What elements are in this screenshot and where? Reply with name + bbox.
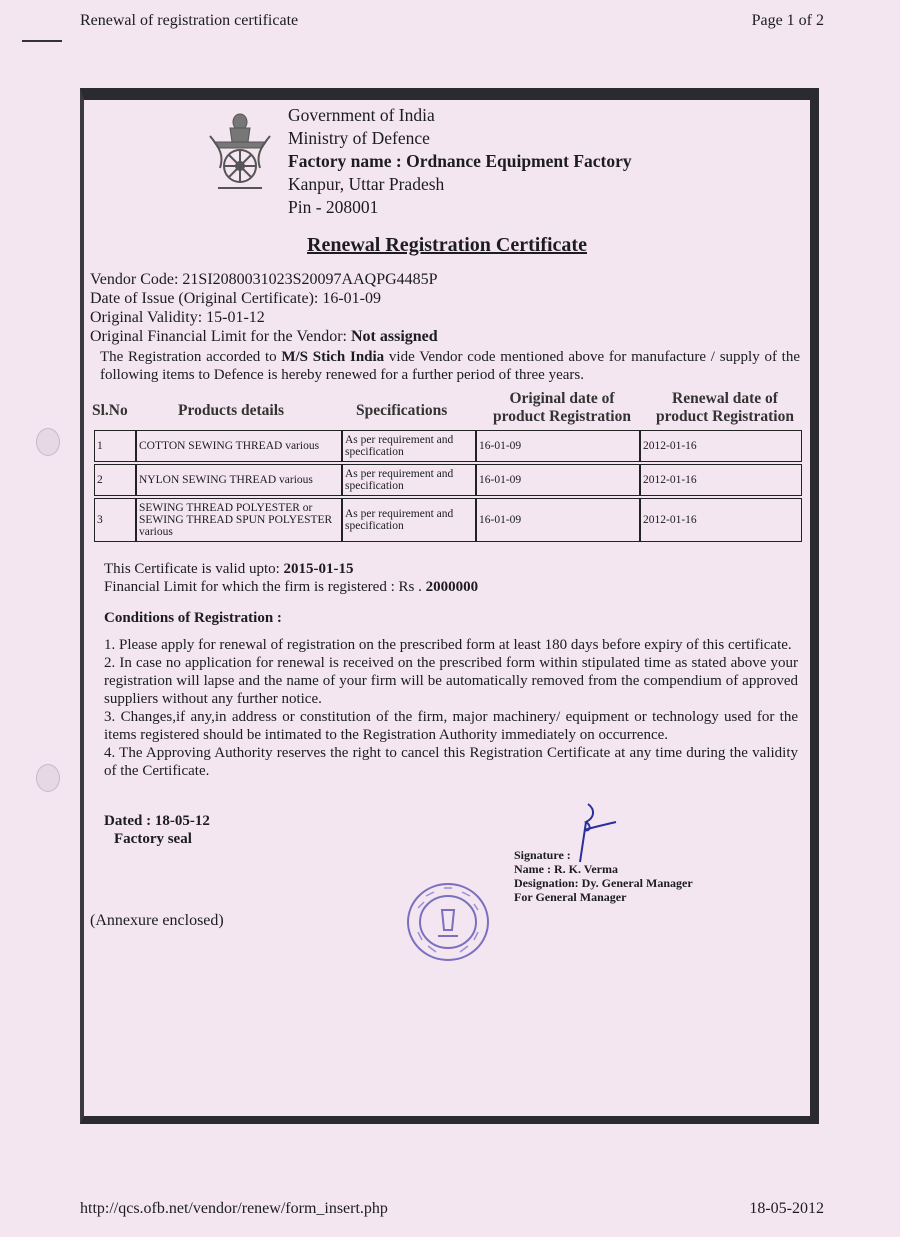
letterhead-line: Government of India (288, 105, 435, 125)
col-header-products: Products details (178, 402, 285, 419)
letterhead-line: Pin - 208001 (288, 197, 379, 217)
valid-upto-label: This Certificate is valid upto: (104, 561, 284, 577)
table-cell-renew-date: 2012-01-16 (640, 498, 802, 542)
table-cell-orig-date: 16-01-09 (476, 464, 640, 496)
table-cell-sl: 3 (94, 498, 136, 542)
table-cell-sl: 2 (94, 464, 136, 496)
condition-item: 3. Changes,if any,in address or constitution of the firm, major machinery/ equipment or technology used for the items registered should be intimated to the Registration Authority immediately on occurrence. (104, 709, 798, 743)
vendor-details (90, 270, 438, 346)
table-cell-product: NYLON SEWING THREAD various (136, 464, 342, 496)
letterhead-line: Ministry of Defence (288, 128, 430, 148)
col-header-line: product Registration (493, 408, 631, 425)
annexure-note: (Annexure enclosed) (90, 912, 224, 929)
col-header-line: product Registration (656, 408, 794, 425)
financial-limit-value: Not assigned (350, 328, 438, 345)
col-header-specs: Specifications (356, 402, 448, 419)
financial-limit-label: Original Financial Limit for the Vendor: (90, 328, 351, 345)
table-cell-product: SEWING THREAD POLYESTER or SEWING THREAD SPUN POLYESTER various (136, 498, 342, 542)
table-cell-spec: As per requirement and specification (342, 498, 476, 542)
table-cell-spec: As per requirement and specification (342, 464, 476, 496)
registered-limit-label: Financial Limit for which the firm is registered : Rs . (104, 579, 426, 595)
letterhead-line: Kanpur, Uttar Pradesh (288, 174, 445, 194)
valid-upto (104, 560, 478, 578)
conditions-list (104, 636, 798, 780)
col-header-line: Original date of (509, 390, 615, 407)
registered-limit-value: 2000000 (425, 579, 479, 595)
renewal-paragraph (100, 348, 800, 384)
table-cell-product: COTTON SEWING THREAD various (136, 430, 342, 462)
date-of-issue: Date of Issue (Original Certificate): 16-01-09 (90, 290, 382, 307)
table-cell-renew-date: 2012-01-16 (640, 464, 802, 496)
dated-date: Dated : 18-05-12 (104, 813, 210, 829)
certificate-frame (80, 88, 819, 1124)
para-text: vide Vendor code mentioned above for manufacture / supply of the following items to Defence is hereby renewed for a further period of three years. (100, 349, 800, 383)
scan-mark (22, 40, 62, 42)
registered-limit (104, 578, 478, 596)
table-cell-orig-date: 16-01-09 (476, 430, 640, 462)
signatory-designation: Designation: Dy. General Manager (514, 876, 693, 890)
condition-item: 2. In case no application for renewal is received on the prescribed form within stipulated time as stated above your registration will lapse and the name of your firm will be automatically removed from the compendium of approved suppliers without any further notice. (104, 655, 798, 707)
conditions-heading: Conditions of Registration : (104, 610, 282, 626)
firm-name: M/S Stich India (281, 349, 385, 365)
print-footer-url: http://qcs.ofb.net/vendor/renew/form_insert.php (80, 1200, 388, 1217)
financial-limit (90, 327, 438, 346)
factory-seal-stamp-icon (404, 880, 492, 964)
col-header-renewal-date (644, 390, 806, 426)
condition-item: 4. The Approving Authority reserves the right to cancel this Registration Certificate at any time during the validity of the Certificate. (104, 745, 798, 779)
col-header-line: Renewal date of (672, 390, 778, 407)
factory-name: Factory name : Ordnance Equipment Factory (288, 151, 632, 171)
punch-hole (36, 428, 60, 456)
condition-item: 1. Please apply for renewal of registration on the prescribed form at least 180 days before expiry of this certificate. (104, 637, 792, 653)
print-header-title: Renewal of registration certificate (80, 12, 299, 29)
dated-block (104, 812, 210, 848)
vendor-code: Vendor Code: 21SI2080031023S20097AAQPG4485P (90, 271, 438, 288)
validity-block (104, 560, 478, 596)
table-cell-sl: 1 (94, 430, 136, 462)
ashoka-emblem-icon (204, 108, 276, 198)
punch-hole (36, 764, 60, 792)
table-cell-spec: As per requirement and specification (342, 430, 476, 462)
letterhead (288, 104, 632, 219)
table-cell-orig-date: 16-01-09 (476, 498, 640, 542)
para-text: The Registration accorded to (100, 349, 282, 365)
print-footer-date: 18-05-2012 (749, 1200, 824, 1217)
col-header-slno: Sl.No (92, 402, 128, 419)
factory-seal-label: Factory seal (114, 831, 192, 847)
signature-label: Signature : (514, 848, 571, 862)
col-header-original-date (480, 390, 644, 426)
table-cell-renew-date: 2012-01-16 (640, 430, 802, 462)
certificate-title: Renewal Registration Certificate (307, 234, 587, 256)
original-validity: Original Validity: 15-01-12 (90, 309, 265, 326)
print-header-page: Page 1 of 2 (751, 12, 824, 29)
signatory-for: For General Manager (514, 890, 627, 904)
signature-block (514, 848, 693, 904)
signatory-name: Name : R. K. Verma (514, 862, 618, 876)
valid-upto-value: 2015-01-15 (283, 561, 354, 577)
